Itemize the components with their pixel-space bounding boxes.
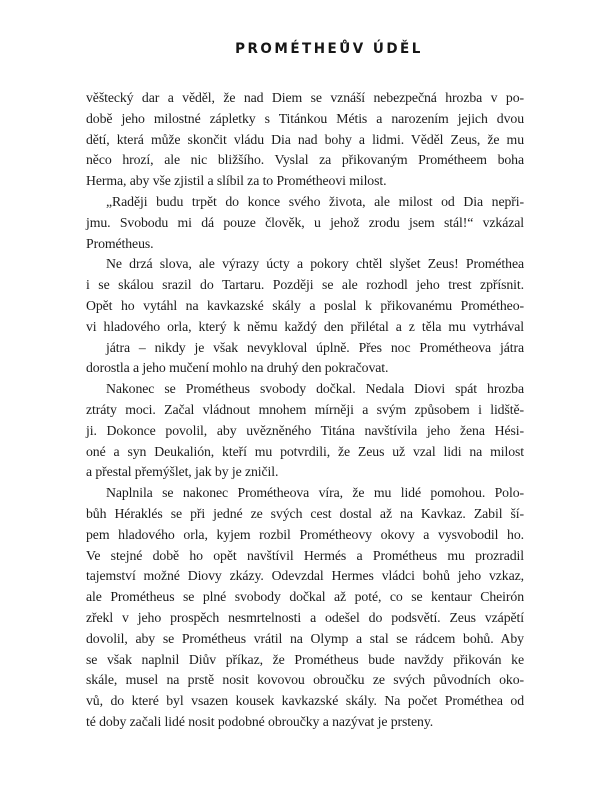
text-line: i se skálou srazil do Tartaru. Později se ale rozhodl jeho trest zpřísnit. bbox=[86, 277, 524, 293]
body-text-block bbox=[86, 88, 524, 733]
text-line: době jeho milostné zápletky s Titánkou Métis a narozením jejich dvou bbox=[86, 110, 524, 126]
text-line: se však naplnil Diův příkaz, že Prométheus bude navždy přikován ke bbox=[86, 651, 524, 667]
text-line: zřekl v jeho prospěch nesmrtelnosti a odešel do podsvětí. Zeus vzápětí bbox=[86, 609, 524, 625]
text-line: Ne drzá slova, ale výrazy úcty a pokory chtěl slyšet Zeus! Prométhea bbox=[106, 256, 524, 272]
text-line: pem hladového orla, kyjem rozbil Prométheovy okovy a vysvobodil ho. bbox=[86, 526, 524, 542]
text-line: dovolil, aby se Prométheus vrátil na Olymp a stal se rádcem bohů. Aby bbox=[86, 630, 524, 646]
text-line: jmu. Svobodu mi dá pouze člověk, u jehož zrodu jsem stál!“ vzkázal bbox=[86, 214, 524, 230]
text-line: něco hrozí, ale nic bližšího. Vyslal za přikovaným Prométheem boha bbox=[86, 152, 524, 168]
text-line: té doby začali lidé nosit podobné obroučky a nazývat je prsteny. bbox=[86, 713, 434, 729]
text-line: vů, do které byl vsazen kousek kavkazské skály. Na počet Prométhea od bbox=[86, 693, 524, 709]
text-line: věštecký dar a věděl, že nad Diem se vznáší nebezpečná hrozba v po- bbox=[86, 90, 524, 105]
text-line: játra – nikdy je však nevykloval úplně. Přes noc Prométheova játra bbox=[106, 339, 524, 355]
text-line: Opět ho vytáhl na kavkazské skály a poslal k přikovanému Prométheo- bbox=[86, 297, 524, 313]
text-line: Naplnila se nakonec Prométheova víra, že mu lidé pomohou. Polo- bbox=[106, 485, 524, 501]
text-line: dětí, která může skončit vládu Dia nad bohy a lidmi. Věděl Zeus, že mu bbox=[86, 131, 524, 147]
text-line: Ve stejné době ho opět navštívil Hermés a Prométheus mu prozradil bbox=[86, 547, 524, 563]
text-line: dorostla a jeho mučení mohlo na druhý den pokračovat. bbox=[86, 360, 389, 376]
text-line: ji. Dokonce povolil, aby uvězněného Titána navštívila jeho žena Hési- bbox=[86, 422, 524, 438]
text-line: a přestal přemýšlet, jak by je zničil. bbox=[86, 464, 279, 480]
text-line: ale Prométheus se plné svobody dočkal až poté, co se kentaur Cheirón bbox=[86, 589, 524, 605]
page-header-title: PROMÉTHEŮV ÚDĚL bbox=[235, 40, 423, 58]
text-line: „Raději budu trpět do konce svého života, ale milost od Dia nepři- bbox=[106, 193, 524, 209]
text-line: Prométheus. bbox=[86, 235, 154, 251]
text-line: tajemství možné Diovy zkázy. Odevzdal Hermes vládci bohů jeho vzkaz, bbox=[86, 568, 524, 584]
text-line: bůh Héraklés se při jedné ze svých cest dostal až na Kavkaz. Zabil ší- bbox=[86, 505, 524, 521]
text-line: vi hladového orla, který k němu každý den přilétal a z těla mu vytrhával bbox=[86, 318, 524, 334]
text-line: Nakonec se Prométheus svobody dočkal. Nedala Diovi spát hrozba bbox=[106, 381, 524, 397]
text-line: ztráty moci. Začal vládnout mnohem mírněji a svým způsobem i lidště- bbox=[86, 401, 524, 417]
text-line: skále, musel na prstě nosit kovovou obroučku ze svých původních oko- bbox=[86, 672, 524, 688]
text-line: oné a syn Deukalión, kteří mu potvrdili, že Zeus už vzal lidi na milost bbox=[86, 443, 524, 459]
text-line: Herma, aby vše zjistil a slíbil za to Prométheovi milost. bbox=[86, 173, 387, 189]
